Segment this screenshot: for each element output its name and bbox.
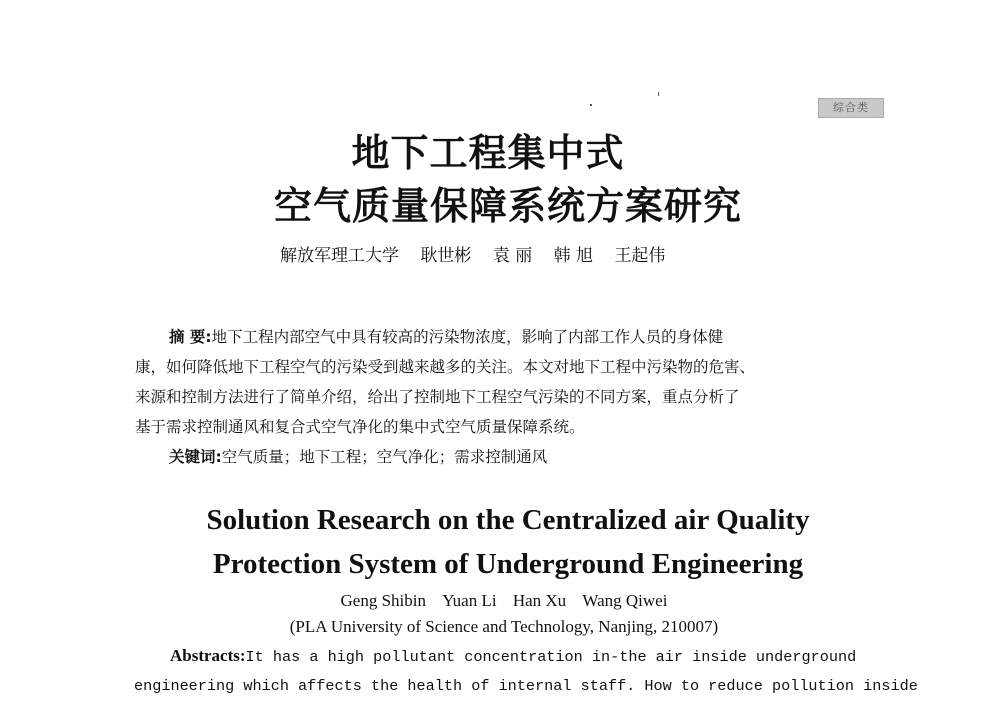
authors-cn <box>280 244 681 268</box>
abstract-en-line <box>170 642 856 671</box>
author-cn: 王起伟 <box>614 246 666 266</box>
abstract-cn-line <box>135 322 847 352</box>
abstract-en-line: engineering which affects the health of internal staff. How to reduce pollution inside <box>134 677 918 695</box>
scan-speck <box>658 92 659 96</box>
abstract-en-label: Abstracts: <box>170 646 246 665</box>
abstract-cn-text: 地下工程内部空气中具有较高的污染物浓度，影响了内部工作人员的身体健 <box>211 328 724 346</box>
author-en: Yuan Li <box>442 591 497 610</box>
authors-en <box>0 590 1000 612</box>
abstract-en-text: It has a high pollutant concentration in-the air inside underground <box>245 648 857 666</box>
abstract-cn-label: 摘 要: <box>169 328 212 346</box>
title-cn-line1: 地下工程集中式 <box>351 130 625 175</box>
keywords-cn-label: 关键词: <box>169 448 222 466</box>
author-cn: 耿世彬 <box>420 246 472 266</box>
author-en: Han Xu <box>512 591 567 610</box>
author-en: Geng Shibin <box>340 591 427 610</box>
abstract-cn-line: 来源和控制方法进行了简单介绍，给出了控制地下工程空气污染的不同方案，重点分析了 <box>135 388 740 406</box>
keywords-cn-text: 空气质量；地下工程；空气净化；需求控制通风 <box>221 448 548 466</box>
affiliation-en: (PLA University of Science and Technology, Nanjing, 210007) <box>289 617 719 636</box>
affiliation-cn: 解放军理工大学 <box>280 246 399 266</box>
abstract-cn-line: 康，如何降低地下工程空气的污染受到越来越多的关注。本文对地下工程中污染物的危害、 <box>135 358 756 376</box>
author-cn: 韩 旭 <box>553 246 594 266</box>
scan-speck <box>590 104 592 106</box>
author-en: Wang Qiwei <box>582 591 668 610</box>
title-cn-line2: 空气质量保障系统方案研究 <box>273 183 742 228</box>
section-badge: 综合类 <box>818 98 884 118</box>
abstract-cn-line: 基于需求控制通风和复合式空气净化的集中式空气质量保障系统。 <box>135 418 585 436</box>
keywords-cn <box>169 442 547 472</box>
title-en-line2: Protection System of Underground Engineering <box>212 548 804 580</box>
author-cn: 袁 丽 <box>492 246 533 266</box>
title-en-line1: Solution Research on the Centralized air Quality <box>206 504 810 536</box>
